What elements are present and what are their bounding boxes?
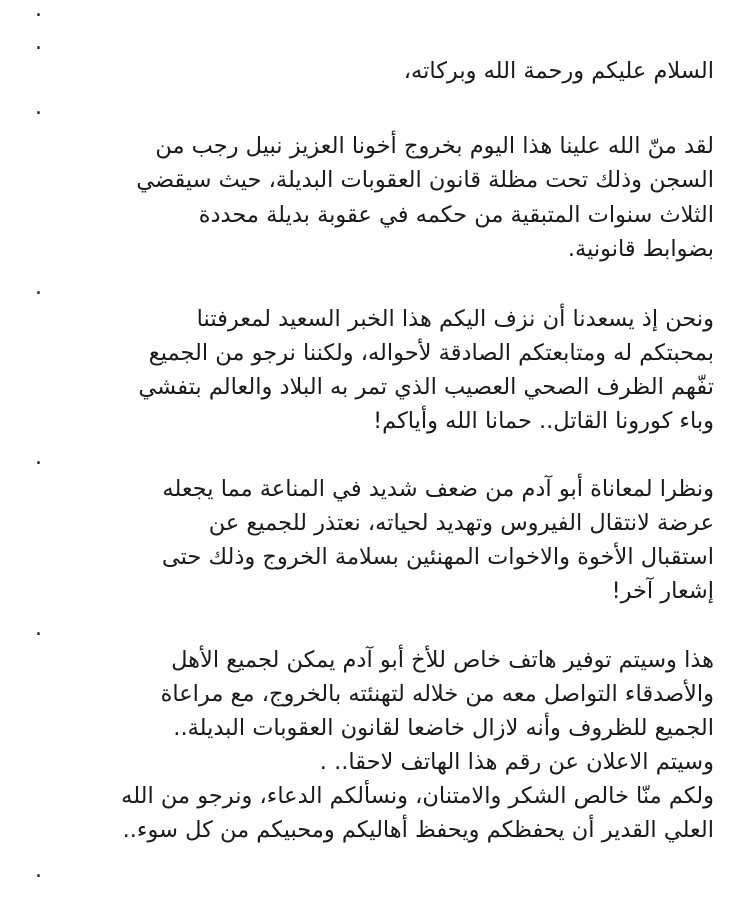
paragraph-1-line: بضوابط قانونية. xyxy=(567,236,714,262)
paragraph-1-line: الثلاث سنوات المتبقية من حكمه في عقوبة بديلة محددة xyxy=(198,202,714,228)
paragraph-1-line: السجن وذلك تحت مظلة قانون العقوبات البديلة، حيث سيقضي xyxy=(136,167,714,193)
paragraph-2-line: ونحن إذ يسعدنا أن نزف اليكم هذا الخبر السعيد لمعرفتنا xyxy=(196,306,714,332)
separator-dot: . xyxy=(35,445,42,470)
paragraph-3-line: ونظرا لمعاناة أبو آدم من ضعف شديد في المناعة مما يجعله xyxy=(162,476,714,502)
paragraph-4-line: العلي القدير أن يحفظكم ويحفظ أهاليكم ومحبيكم من كل سوء.. xyxy=(122,817,714,843)
paragraph-4-line: الجميع للظروف وأنه لازال خاضعا لقانون العقوبات البديلة.. xyxy=(173,715,714,741)
paragraph-4-line: هذا وسيتم توفير هاتف خاص للأخ أبو آدم يمكن لجميع الأهل xyxy=(171,647,714,673)
separator-dot: . xyxy=(35,0,42,22)
paragraph-2-line: وباء كورونا القاتل.. حمانا الله وأياكم! xyxy=(373,408,714,434)
paragraph-3-line: استقبال الأخوة والاخوات المهنئين بسلامة الخروج وذلك حتى xyxy=(161,544,714,570)
separator-dot: . xyxy=(35,858,42,883)
separator-dot: . xyxy=(35,30,42,55)
paragraph-4-line: وسيتم الاعلان عن رقم هذا الهاتف لاحقا.. . xyxy=(319,749,714,775)
separator-dot: . xyxy=(35,616,42,641)
separator-dot: . xyxy=(35,275,42,300)
separator-dot: . xyxy=(35,95,42,120)
greeting: السلام عليكم ورحمة الله وبركاته، xyxy=(403,58,714,84)
paragraph-4-line: والأصدقاء التواصل معه من خلاله لتهنئته بالخروج، مع مراعاة xyxy=(160,681,714,707)
paragraph-3-line: إشعار آخر! xyxy=(611,578,714,604)
paragraph-2-line: بمحبتكم له ومتابعتكم الصادقة لأحواله، ولكننا نرجو من الجميع xyxy=(148,340,714,366)
paragraph-3-line: عرضة لانتقال الفيروس وتهديد لحياته، نعتذر للجميع عن xyxy=(208,510,714,536)
paragraph-2-line: تفّهم الظرف الصحي العصيب الذي تمر به البلاد والعالم بتفشي xyxy=(138,374,714,400)
paragraph-1-line: لقد منّ الله علينا هذا اليوم بخروج أخونا العزيز نبيل رجب من xyxy=(155,133,714,159)
paragraph-4-line: ولكم منّا خالص الشكر والامتنان، ونسألكم الدعاء، ونرجو من الله xyxy=(121,783,714,809)
